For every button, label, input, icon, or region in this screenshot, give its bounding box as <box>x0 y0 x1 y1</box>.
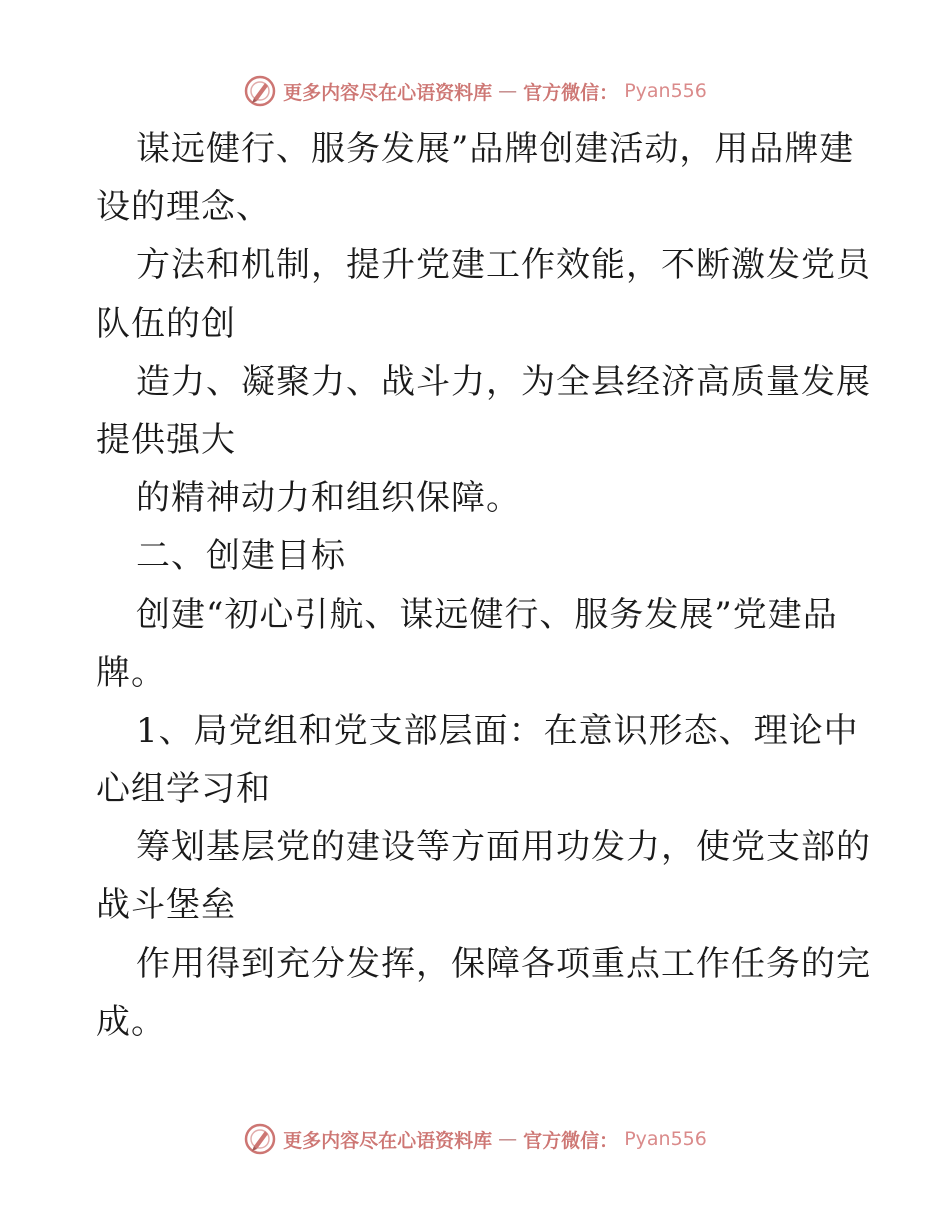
body-line: 造力、凝聚力、战斗力，为全县经济高质量发展 <box>136 361 871 402</box>
body-line: 的精神动力和组织保障。 <box>136 478 521 519</box>
body-line: 创建“初心引航、谋远健行、服务发展”党建品 <box>136 594 838 635</box>
watermark-wechat-id: Pyan556 <box>624 1128 707 1150</box>
watermark-wechat-label: 官方微信： <box>523 81 619 104</box>
body-line: 方法和机制，提升党建工作效能，不断激发党员 <box>136 245 871 286</box>
watermark-wechat-label: 官方微信： <box>523 1129 619 1152</box>
watermark-separator: — <box>498 80 518 102</box>
header-watermark <box>0 74 950 108</box>
body-line: 成。 <box>96 1001 166 1042</box>
body-line: 牌。 <box>96 652 166 693</box>
watermark-text: 更多内容尽在心语资料库 <box>283 1129 493 1152</box>
pen-logo-icon <box>243 74 277 108</box>
body-line: 队伍的创 <box>96 303 236 344</box>
body-line: 战斗堡垒 <box>96 885 236 926</box>
body-line: 设的理念、 <box>96 187 271 228</box>
watermark-text: 更多内容尽在心语资料库 <box>283 81 493 104</box>
body-line: 提供强大 <box>96 419 236 460</box>
watermark-separator: — <box>498 1128 518 1150</box>
watermark-wechat-id: Pyan556 <box>624 80 707 102</box>
body-line: 1、局党组和党支部层面：在意识形态、理论中 <box>136 710 859 751</box>
body-line: 筹划基层党的建设等方面用功发力，使党支部的 <box>136 827 871 868</box>
footer-watermark <box>0 1122 950 1156</box>
pen-logo-icon <box>243 1122 277 1156</box>
body-line: 谋远健行、服务发展”品牌创建活动，用品牌建 <box>136 129 855 169</box>
document-body <box>96 120 871 1051</box>
body-line: 心组学习和 <box>96 769 271 810</box>
body-line: 作用得到充分发挥，保障各项重点工作任务的完 <box>136 943 871 984</box>
section-heading: 二、创建目标 <box>136 536 346 577</box>
